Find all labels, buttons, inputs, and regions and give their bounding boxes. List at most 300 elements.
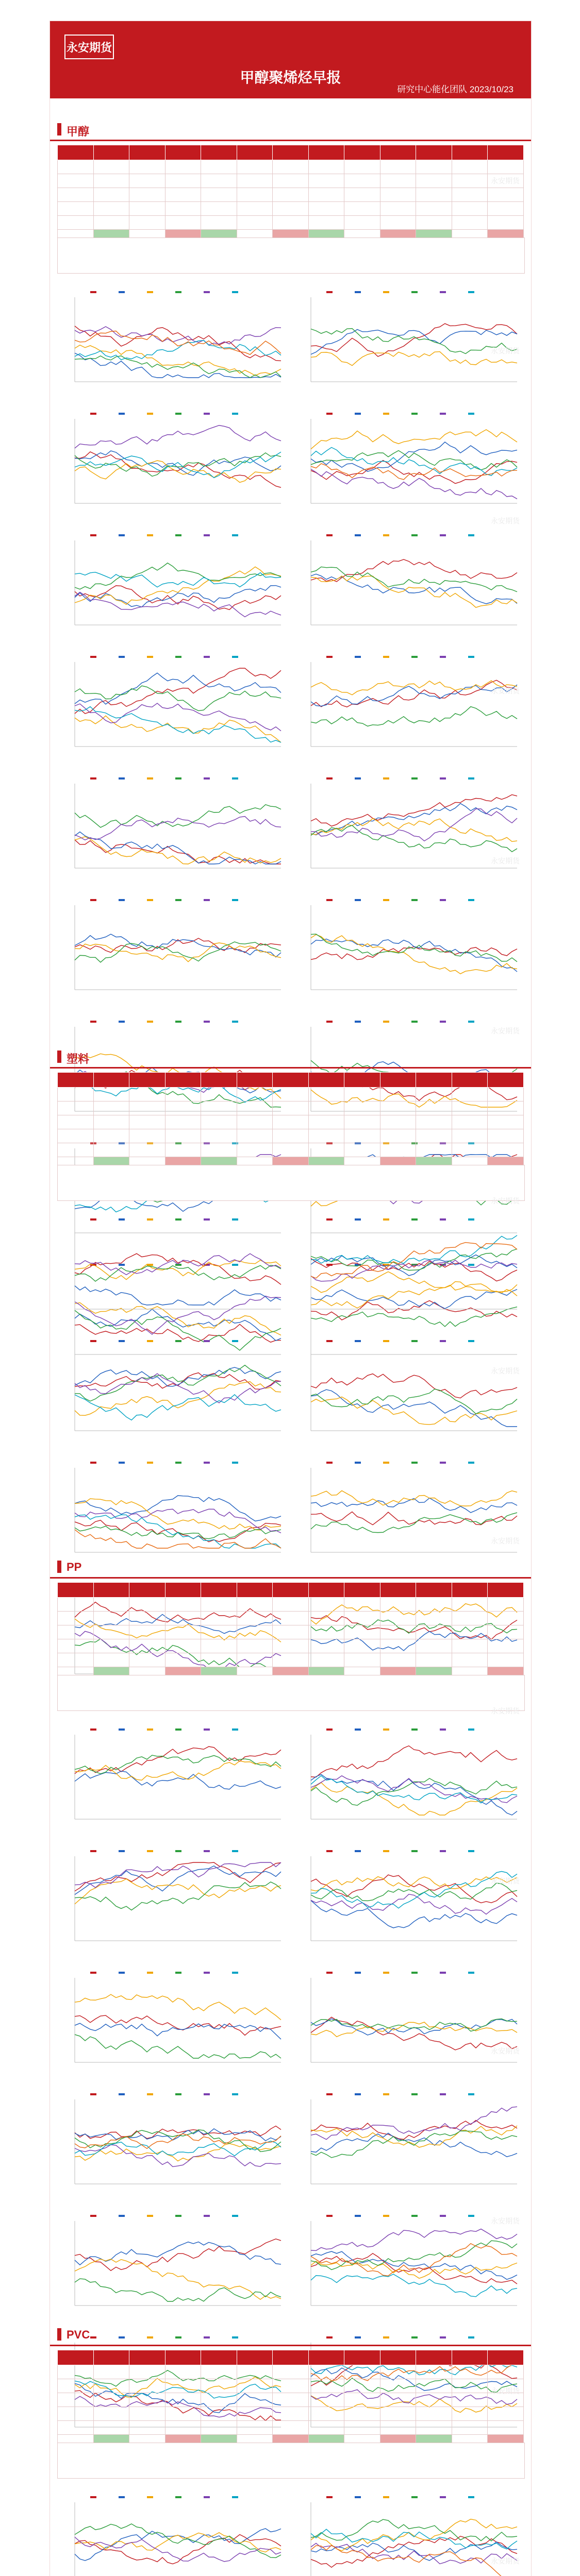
- table-header-cell: [488, 1073, 524, 1088]
- legend-swatch: [90, 777, 96, 779]
- chart-plot: [295, 1849, 522, 1950]
- legend-swatch: [411, 2215, 418, 2217]
- table-cell: [416, 2365, 452, 2379]
- table-cell: [273, 1639, 309, 1653]
- watermark: 永安期货: [491, 1537, 520, 1545]
- table-cell: [93, 1653, 129, 1667]
- legend-swatch: [355, 1972, 361, 1974]
- table-cell: [93, 2393, 129, 2407]
- table-cell: [273, 216, 309, 230]
- series-line: [311, 1374, 517, 1398]
- legend-swatch: [204, 1972, 210, 1974]
- legend-swatch: [90, 413, 96, 415]
- legend-swatch: [411, 291, 418, 293]
- table-cell: [58, 1129, 94, 1143]
- legend-swatch: [119, 1728, 125, 1731]
- table-cell: [237, 1612, 273, 1625]
- table-cell: [129, 1143, 165, 1157]
- table-cell: [237, 188, 273, 202]
- legend-swatch: [468, 1462, 474, 1464]
- section-title: PP: [67, 1561, 82, 1573]
- table-header-cell: [344, 2350, 380, 2365]
- chart-panel: [295, 646, 522, 761]
- legend-swatch: [440, 1340, 446, 1342]
- legend-swatch: [440, 1850, 446, 1852]
- table-header-cell: [416, 145, 452, 160]
- series-line: [75, 673, 281, 704]
- series-line: [75, 1994, 281, 2020]
- legend-swatch: [411, 2496, 418, 2498]
- table-cell: [58, 1653, 94, 1667]
- legend-swatch: [383, 413, 389, 415]
- table-cell: [488, 1129, 524, 1143]
- table-cell: [273, 1101, 309, 1115]
- table-header-cell: [380, 2350, 416, 2365]
- legend-swatch: [147, 899, 153, 901]
- table-cell: [308, 2407, 344, 2421]
- table-cell: [93, 2379, 129, 2393]
- series-line: [75, 1382, 281, 1416]
- chart-panel: [59, 1961, 286, 2077]
- legend-swatch: [175, 1218, 181, 1221]
- legend-swatch: [383, 1218, 389, 1221]
- legend-swatch: [440, 899, 446, 901]
- table-cell: [129, 1625, 165, 1639]
- table-cell: [308, 1653, 344, 1667]
- table-cell: [93, 1625, 129, 1639]
- legend-swatch: [90, 1462, 96, 1464]
- chart-panel: [59, 767, 286, 883]
- legend-swatch: [232, 1972, 238, 1974]
- table-cell: [416, 188, 452, 202]
- table-header-cell: [129, 1583, 165, 1598]
- legend-swatch: [440, 534, 446, 536]
- table-header-cell: [273, 145, 309, 160]
- table-cell: [416, 1115, 452, 1129]
- legend-swatch: [326, 777, 333, 779]
- table-cell: [416, 174, 452, 188]
- chart-panel: [59, 1208, 286, 1324]
- legend-swatch: [383, 2093, 389, 2095]
- series-line: [75, 703, 281, 731]
- series-line: [311, 1498, 517, 1513]
- chart-panel: [295, 1330, 522, 1445]
- legend-swatch: [468, 1972, 474, 1974]
- table-cell: [237, 2393, 273, 2407]
- table-cell: [165, 1653, 201, 1667]
- table-cell: [237, 2379, 273, 2393]
- table-cell: [58, 1625, 94, 1639]
- table-cell: [344, 1101, 380, 1115]
- table-header-cell: [237, 145, 273, 160]
- table-cell: [308, 1088, 344, 1101]
- legend-swatch: [232, 1850, 238, 1852]
- table-cell: [344, 202, 380, 216]
- legend-swatch: [175, 2496, 181, 2498]
- watermark: 永安期货: [491, 517, 520, 525]
- chart-panel: [59, 1718, 286, 1834]
- table-row: [58, 1598, 524, 1612]
- legend-swatch: [411, 656, 418, 658]
- series-line: [311, 447, 517, 476]
- table-cell: [488, 2421, 524, 2435]
- legend-swatch: [175, 777, 181, 779]
- table-cell: [452, 2365, 488, 2379]
- series-line: [75, 345, 281, 376]
- legend-swatch: [411, 1972, 418, 1974]
- series-line: [311, 576, 517, 607]
- table-cell: [308, 2365, 344, 2379]
- legend-swatch: [119, 534, 125, 536]
- table-cell: [488, 1612, 524, 1625]
- table-cell: [165, 188, 201, 202]
- table-cell: [344, 1598, 380, 1612]
- table-cell: [93, 1612, 129, 1625]
- table-cell: [416, 2393, 452, 2407]
- table-cell: [93, 1115, 129, 1129]
- table-cell: [273, 2379, 309, 2393]
- table-cell: [201, 1115, 237, 1129]
- legend-swatch: [90, 656, 96, 658]
- chart-plot: [295, 2214, 522, 2315]
- legend-swatch: [468, 1340, 474, 1342]
- series-line: [311, 2274, 517, 2297]
- legend-swatch: [119, 2496, 125, 2498]
- series-line: [75, 341, 281, 360]
- legend-swatch: [440, 1462, 446, 1464]
- chart-plot: [295, 898, 522, 999]
- table-cell: [201, 2393, 237, 2407]
- series-line: [311, 560, 517, 582]
- chart-plot: [59, 898, 286, 999]
- table-header-cell: [165, 2350, 201, 2365]
- legend-swatch: [468, 899, 474, 901]
- watermark: 永安期货: [491, 1367, 520, 1375]
- legend-swatch: [468, 291, 474, 293]
- table-cell: [380, 160, 416, 174]
- legend-swatch: [119, 1218, 125, 1221]
- table-cell: [273, 2421, 309, 2435]
- table-cell: [344, 1115, 380, 1129]
- series-line: [75, 1496, 281, 1521]
- table-cell: [416, 2407, 452, 2421]
- table-cell: [58, 1101, 94, 1115]
- legend-swatch: [232, 2093, 238, 2095]
- table-cell: [201, 216, 237, 230]
- legend-swatch: [411, 1462, 418, 1464]
- table-cell: [452, 1129, 488, 1143]
- chart-plot: [59, 2092, 286, 2193]
- table-cell: [237, 1639, 273, 1653]
- table-cell: [273, 1115, 309, 1129]
- table-row: [58, 2393, 524, 2407]
- table-cell: [308, 1598, 344, 1612]
- table-cell: [237, 216, 273, 230]
- series-line: [311, 1894, 517, 1914]
- chart-plot: [59, 290, 286, 391]
- legend-swatch: [147, 1340, 153, 1342]
- legend-swatch: [204, 2496, 210, 2498]
- series-line: [311, 934, 517, 962]
- legend-swatch: [175, 1340, 181, 1342]
- table-cell: [273, 1143, 309, 1157]
- table-header-cell: [93, 1583, 129, 1598]
- table-cell: [273, 1598, 309, 1612]
- chart-plot: [59, 1727, 286, 1828]
- table-header-cell: [308, 1583, 344, 1598]
- legend-swatch: [326, 2093, 333, 2095]
- series-line: [75, 668, 281, 714]
- legend-swatch: [355, 1340, 361, 1342]
- table-row: [58, 1639, 524, 1653]
- chart-plot: [295, 1971, 522, 2072]
- series-line: [311, 803, 517, 835]
- table-cell: [488, 1625, 524, 1639]
- table-cell: [93, 1639, 129, 1653]
- legend-swatch: [383, 1728, 389, 1731]
- legend-swatch: [119, 777, 125, 779]
- series-line: [311, 2241, 517, 2269]
- table-header-cell: [93, 2350, 129, 2365]
- table-cell: [201, 2379, 237, 2393]
- legend-swatch: [326, 413, 333, 415]
- legend-swatch: [204, 1021, 210, 1023]
- report-header: [50, 21, 531, 98]
- table-header-cell: [129, 145, 165, 160]
- legend-swatch: [440, 291, 446, 293]
- table-cell: [237, 1625, 273, 1639]
- table-cell: [380, 174, 416, 188]
- legend-swatch: [411, 1340, 418, 1342]
- chart-panel: [59, 1451, 286, 1567]
- table-cell: [273, 2393, 309, 2407]
- table-cell: [58, 1143, 94, 1157]
- series-line: [75, 1374, 281, 1403]
- table-row: [58, 1129, 524, 1143]
- data-table: [57, 1582, 524, 1681]
- chart-plot: [295, 1339, 522, 1440]
- table-cell: [452, 188, 488, 202]
- legend-swatch: [411, 413, 418, 415]
- series-line: [75, 453, 281, 476]
- legend-swatch: [90, 2215, 96, 2217]
- table-cell: [416, 2379, 452, 2393]
- table-header-cell: [416, 2350, 452, 2365]
- legend-swatch: [355, 1728, 361, 1731]
- table-cell: [416, 1143, 452, 1157]
- table-cell: [416, 160, 452, 174]
- legend-swatch: [383, 2496, 389, 2498]
- legend-swatch: [355, 899, 361, 901]
- chart-panel: [59, 1330, 286, 1445]
- table-cell: [452, 1101, 488, 1115]
- table-cell: [488, 1101, 524, 1115]
- series-line: [75, 1286, 281, 1305]
- table-row: [58, 2421, 524, 2435]
- legend-swatch: [147, 777, 153, 779]
- table-cell: [452, 216, 488, 230]
- legend-swatch: [232, 1340, 238, 1342]
- table-cell: [380, 1598, 416, 1612]
- table-cell: [273, 188, 309, 202]
- series-line: [75, 2279, 281, 2301]
- chart-panel: [59, 402, 286, 518]
- table-cell: [452, 2421, 488, 2435]
- series-line: [75, 2145, 281, 2167]
- table-cell: [380, 2393, 416, 2407]
- table-cell: [416, 1639, 452, 1653]
- legend-swatch: [383, 1462, 389, 1464]
- series-line: [75, 942, 281, 962]
- table-cell: [308, 1101, 344, 1115]
- table-cell: [129, 160, 165, 174]
- legend-swatch: [175, 899, 181, 901]
- legend-swatch: [204, 1462, 210, 1464]
- table-cell: [308, 216, 344, 230]
- table-cell: [380, 2421, 416, 2435]
- table-cell: [416, 2421, 452, 2435]
- table-cell: [344, 1625, 380, 1639]
- table-cell: [201, 160, 237, 174]
- legend-swatch: [468, 1218, 474, 1221]
- series-line: [311, 1243, 517, 1278]
- chart-plot: [59, 1971, 286, 2072]
- series-line: [75, 707, 281, 742]
- series-line: [75, 817, 281, 840]
- chart-panel: [59, 281, 286, 396]
- watermark: 永安期货: [491, 1197, 520, 1205]
- legend-swatch: [468, 656, 474, 658]
- legend-swatch: [204, 534, 210, 536]
- series-line: [75, 356, 281, 378]
- legend-swatch: [440, 1218, 446, 1221]
- legend-swatch: [355, 413, 361, 415]
- table-cell: [344, 2393, 380, 2407]
- legend-swatch: [119, 1462, 125, 1464]
- table-header-cell: [308, 1073, 344, 1088]
- table-cell: [344, 216, 380, 230]
- legend-swatch: [204, 413, 210, 415]
- legend-swatch: [440, 1728, 446, 1731]
- chart-plot: [59, 1849, 286, 1950]
- table-cell: [129, 2421, 165, 2435]
- section-header: [50, 1046, 531, 1069]
- table-cell: [201, 1653, 237, 1667]
- legend-swatch: [355, 291, 361, 293]
- table-cell: [452, 1143, 488, 1157]
- table-cell: [201, 1598, 237, 1612]
- table-cell: [416, 202, 452, 216]
- legend-swatch: [326, 899, 333, 901]
- legend-swatch: [232, 534, 238, 536]
- table-cell: [165, 1612, 201, 1625]
- table-cell: [488, 160, 524, 174]
- chart-panel: [295, 1451, 522, 1567]
- table-cell: [93, 160, 129, 174]
- legend-swatch: [147, 1728, 153, 1731]
- table-cell: [201, 1625, 237, 1639]
- series-line: [75, 1509, 281, 1533]
- table-cell: [129, 1129, 165, 1143]
- table-cell: [452, 2407, 488, 2421]
- table-header-cell: [237, 2350, 273, 2365]
- legend-swatch: [440, 777, 446, 779]
- legend-swatch: [326, 534, 333, 536]
- legend-swatch: [119, 2215, 125, 2217]
- chart-plot: [59, 2495, 286, 2576]
- legend-swatch: [355, 1021, 361, 1023]
- table-cell: [237, 1101, 273, 1115]
- legend-swatch: [326, 1728, 333, 1731]
- table-cell: [165, 1625, 201, 1639]
- legend-swatch: [232, 2496, 238, 2498]
- table-header-cell: [93, 145, 129, 160]
- legend-swatch: [383, 1972, 389, 1974]
- legend-swatch: [232, 1021, 238, 1023]
- legend-swatch: [411, 777, 418, 779]
- legend-swatch: [468, 2093, 474, 2095]
- table-cell: [380, 1143, 416, 1157]
- table-cell: [165, 1088, 201, 1101]
- section-marker: [57, 1561, 61, 1573]
- legend-swatch: [440, 1972, 446, 1974]
- chart-panel: [59, 2486, 286, 2576]
- legend-swatch: [204, 899, 210, 901]
- table-cell: [58, 1088, 94, 1101]
- legend-swatch: [326, 1462, 333, 1464]
- table-cell: [93, 1143, 129, 1157]
- table-cell: [201, 1101, 237, 1115]
- report-frame: [49, 21, 532, 2576]
- chart-plot: [295, 290, 522, 391]
- chart-plot: [295, 2092, 522, 2193]
- legend-swatch: [147, 534, 153, 536]
- table-cell: [416, 1612, 452, 1625]
- legend-swatch: [440, 413, 446, 415]
- legend-swatch: [90, 899, 96, 901]
- table-cell: [58, 2407, 94, 2421]
- table-header-cell: [344, 1583, 380, 1598]
- logo-text: 永安期货: [66, 41, 112, 54]
- legend-swatch: [90, 1728, 96, 1731]
- legend-swatch: [90, 1021, 96, 1023]
- legend-swatch: [232, 2215, 238, 2217]
- table-header-cell: [416, 1583, 452, 1598]
- table-header-cell: [308, 145, 344, 160]
- series-line: [311, 574, 517, 604]
- table-cell: [58, 1115, 94, 1129]
- table-cell: [273, 1129, 309, 1143]
- table-row: [58, 1653, 524, 1667]
- chart-plot: [59, 1461, 286, 1562]
- legend-swatch: [232, 1728, 238, 1731]
- table-cell: [344, 2365, 380, 2379]
- watermark: 永安期货: [491, 2217, 520, 2225]
- table-cell: [129, 1653, 165, 1667]
- table-cell: [416, 216, 452, 230]
- legend-swatch: [383, 1340, 389, 1342]
- section-marker: [57, 2328, 61, 2341]
- table-header-cell: [416, 1073, 452, 1088]
- legend-swatch: [411, 1850, 418, 1852]
- legend-swatch: [119, 1021, 125, 1023]
- report-title: 甲醇聚烯烃早报: [240, 70, 341, 86]
- table-cell: [452, 1639, 488, 1653]
- table-cell: [129, 188, 165, 202]
- legend-swatch: [175, 291, 181, 293]
- table-header-cell: [201, 145, 237, 160]
- series-line: [311, 2017, 517, 2050]
